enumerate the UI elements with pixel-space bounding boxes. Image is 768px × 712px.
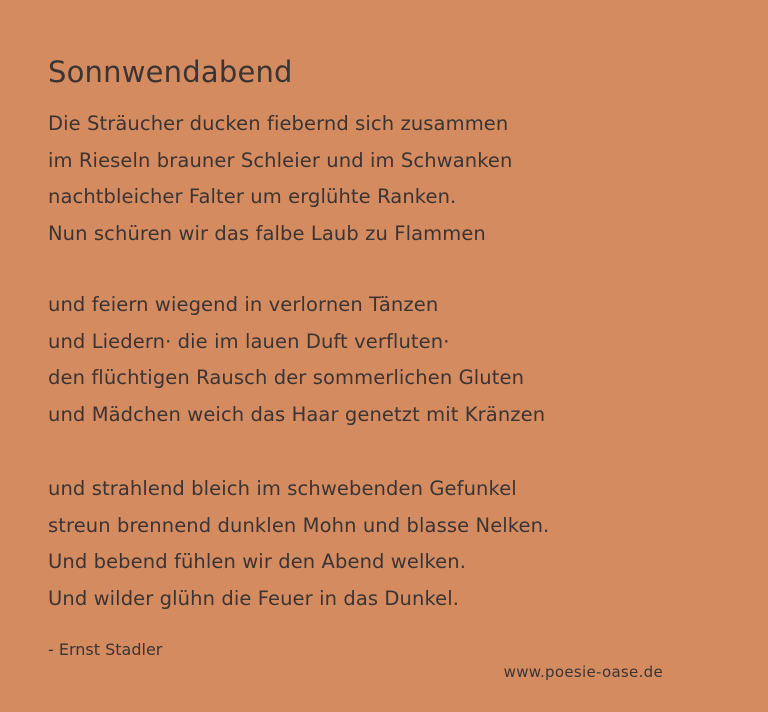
stanza-2 — [48, 287, 545, 433]
poem-line: Und bebend fühlen wir den Abend welken. — [48, 550, 467, 573]
poem-line: und Liedern· die im lauen Duft verfluten· — [48, 329, 450, 353]
poem-line: den flüchtigen Rausch der sommerlichen Gluten — [48, 366, 525, 389]
poem-line: im Rieseln brauner Schleier und im Schwanken — [48, 148, 513, 172]
poem-line: und strahlend bleich im schwebenden Gefunkel — [48, 477, 517, 500]
poem-line: Nun schüren wir das falbe Laub zu Flammen — [48, 221, 486, 245]
poem-line: Und wilder glühn die Feuer in das Dunkel. — [48, 586, 460, 610]
poem-line: und feiern wiegend in verlornen Tänzen — [48, 293, 439, 316]
poem-line: Die Sträucher ducken fiebernd sich zusammen — [48, 112, 509, 135]
poem-author: - Ernst Stadler — [48, 640, 163, 659]
poem-line: streun brennend dunklen Mohn und blasse Nelken. — [48, 513, 550, 537]
poem-line: und Mädchen weich das Haar genetzt mit Kränzen — [48, 402, 546, 426]
website-link[interactable]: www.poesie-oase.de — [503, 663, 663, 681]
poem-title: Sonnwendabend — [48, 55, 293, 89]
stanza-3 — [48, 471, 549, 617]
poem-line: nachtbleicher Falter um erglühte Ranken. — [48, 185, 457, 208]
stanza-1 — [48, 106, 512, 252]
